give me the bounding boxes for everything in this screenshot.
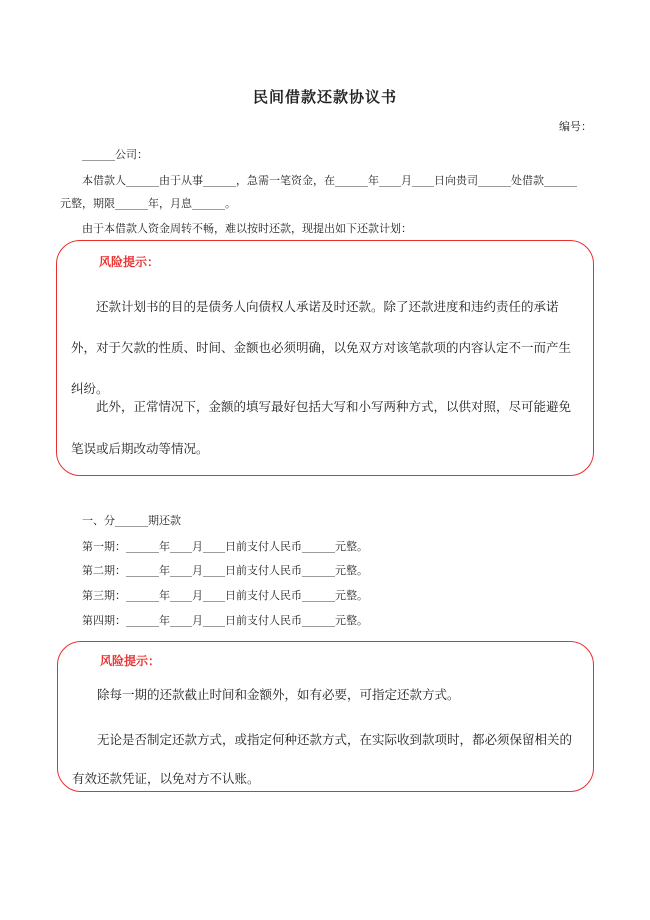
installments-heading: 一、分______期还款 bbox=[82, 514, 181, 527]
serial-number-label: 编号： bbox=[559, 120, 592, 133]
loan-terms-line: 元整，期限______年，月息______。 bbox=[60, 197, 236, 210]
installment-period-2: 第二期：______年____月____日前支付人民币______元整。 bbox=[82, 564, 368, 577]
risk-heading: 风险提示： bbox=[100, 654, 161, 668]
risk-paragraph: 还款计划书的目的是债务人向债权人承诺及时还款。除了还款进度和违约责任的承诺外，对于欠款的性质、时间、金额也必须明确，以免双方对该笔款项的内容认定不一而产生纠纷。 bbox=[71, 299, 572, 396]
risk-heading: 风险提示： bbox=[99, 255, 160, 269]
document-title: 民间借款还款协议书 bbox=[252, 88, 397, 106]
installment-period-3: 第三期：______年____月____日前支付人民币______元整。 bbox=[82, 589, 368, 602]
risk-paragraph: 无论是否制定还款方式，或指定何种还款方式，在实际收到款项时，都必须保留相关的有效还款凭证，以免对方不认账。 bbox=[72, 732, 573, 786]
installment-period-1: 第一期：______年____月____日前支付人民币______元整。 bbox=[82, 540, 368, 553]
risk-paragraph: 此外，正常情况下，金额的填写最好包括大写和小写两种方式，以供对照，尽可能避免笔误或后期改动等情况。 bbox=[71, 399, 572, 456]
risk-paragraph: 除每一期的还款截止时间和金额外，如有必要，可指定还款方式。 bbox=[97, 687, 460, 702]
risk-warning-box-1 bbox=[56, 240, 594, 476]
addressee-line: ______公司： bbox=[82, 148, 148, 161]
repayment-plan-intro: 由于本借款人资金周转不畅，难以按时还款，现提出如下还款计划： bbox=[82, 222, 412, 235]
borrower-statement-line: 本借款人______由于从事______，急需一笔资金，在______年____月____日向贵司______处借款______ bbox=[82, 174, 577, 187]
installment-period-4: 第四期：______年____月____日前支付人民币______元整。 bbox=[82, 614, 368, 627]
risk-warning-box-2 bbox=[57, 641, 594, 792]
